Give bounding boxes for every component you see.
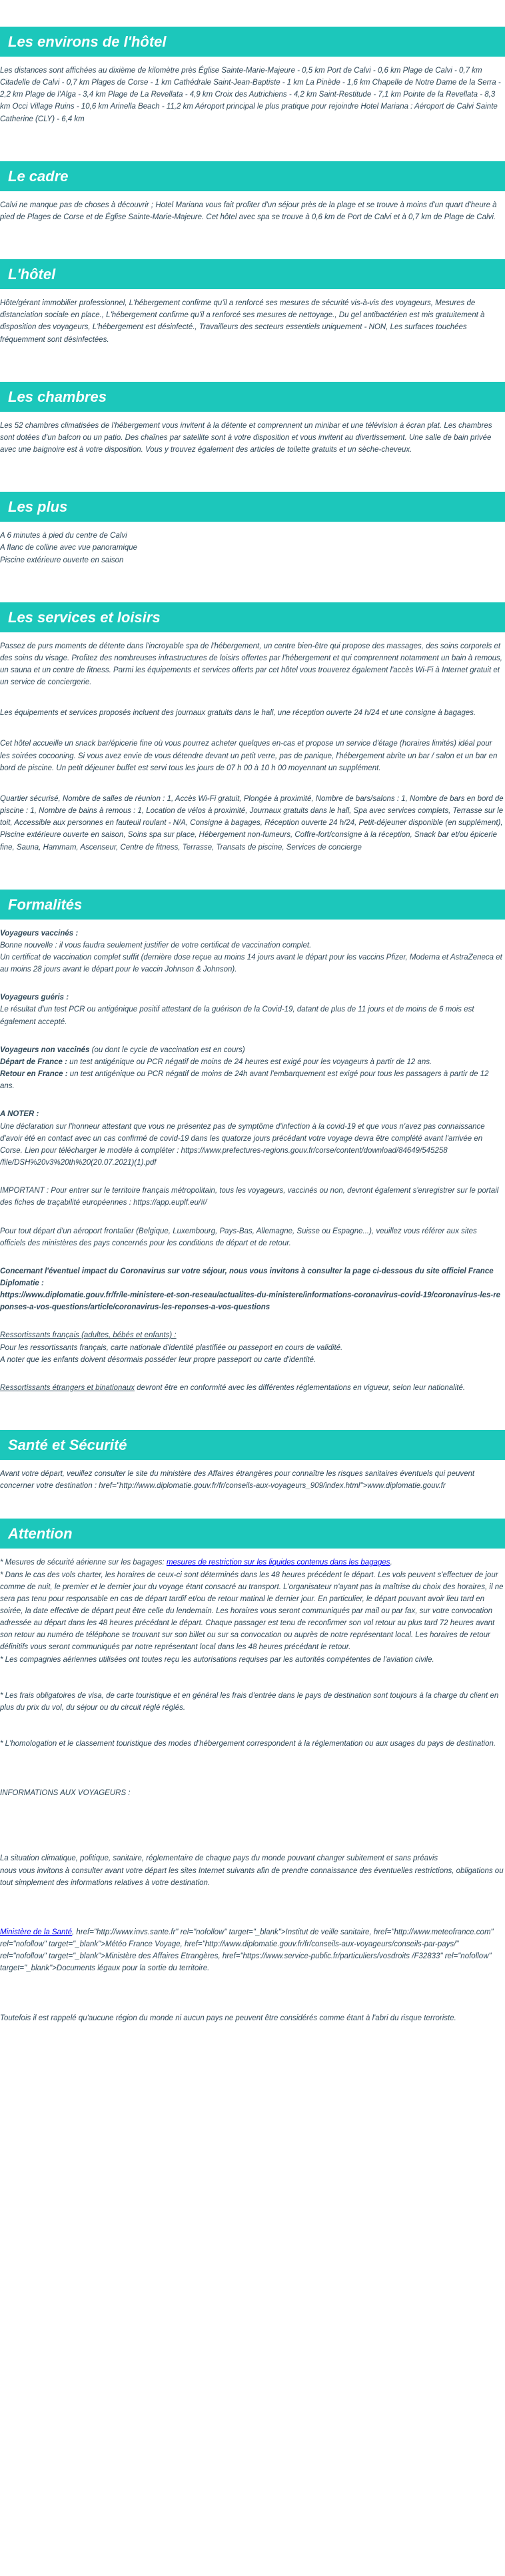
section-environs bbox=[0, 27, 505, 125]
section-title: Les plus bbox=[0, 492, 505, 522]
ressortissants-etrangers bbox=[0, 1382, 505, 1394]
bagages-prefix: * Mesures de sécurité aérienne sur les bagages: bbox=[0, 1559, 167, 1567]
section-title: Attention bbox=[0, 1519, 505, 1549]
bagages-link[interactable]: mesures de restriction sur les liquides contenus dans les bagages bbox=[166, 1559, 390, 1567]
toutefois-note: Toutefois il est rappelé qu'aucune région du monde ni aucun pays ne peuvent être considérés comme étant à l'abri du risque terroriste. bbox=[0, 2014, 456, 2022]
section-chambres bbox=[0, 382, 505, 456]
paragraph: Cet hôtel accueille un snack bar/épicerie fine où vous pourrez acheter quelques en-cas et propose un service d'étage (horaires limités) idéal pour les soirées cocooning. Si vous avez envie de vous détendre devant un petit verre, pas de panique, l'hébergement abrite un bar / salon et un bar en bord de piscine. Un petit déjeuner buffet est servi tous les jours de 07 h 00 à 10 h 00 moyennant un supplément. bbox=[0, 740, 498, 772]
ressortissants-fr-title: Ressortissants français (adultes, bébés et enfants) : bbox=[0, 1331, 177, 1340]
list-item: Piscine extérieure ouverte en saison bbox=[0, 556, 124, 564]
section-title: L'hôtel bbox=[0, 259, 505, 289]
paragraph: Calvi ne manque pas de choses à découvrir ; Hotel Mariana vous fait profiter d'un séjour près de la plage et se trouve à moins d'un quart d'heure à pied de Plages de Corse et de Église Sainte-Marie-Majeure. Cet hôtel avec spa se trouve à 0,6 km de Port de Calvi et à 0,7 km de Plage de Calvi. bbox=[0, 201, 497, 221]
retour-text: un test antigénique ou PCR négatif de moins de 24h avant l'embarquement est exigé pour tous les passagers à partir de 12 ans. bbox=[0, 1070, 489, 1091]
section-title: Le cadre bbox=[0, 161, 505, 191]
homologation-note: * L'homologation et le classement touristique des modes d'hébergement correspondent à la réglementation ou aux usages du pays de destination. bbox=[0, 1740, 496, 1748]
paragraph: Les équipements et services proposés incluent des journaux gratuits dans le hall, une réception ouverte 24 h/24 et une consigne à bagages. bbox=[0, 709, 476, 718]
diplomatie-url[interactable]: https://www.diplomatie.gouv.fr/fr/le-ministere-et-son-reseau/actualites-du-ministere/informations-coronavirus-covid-19/coronavirus-les-reponses-a-vos-questions/article/coronavirus-les-reponses-a-vos-questions bbox=[0, 1291, 501, 1312]
retour-label: Retour en France : bbox=[0, 1070, 68, 1079]
paragraph: Une déclaration sur l'honneur attestant que vous ne présentez pas de symptôme d'infection à la covid-19 et que vous n'avez pas connaissance d'avoir été en contact avec un cas confirmé de covid-19 dans les quatorze jours précédant votre voyage devra être complété avant l'arrivée en Corse. Lien pour télécharger le modèle à compléter : https://www.prefectures-regions.gouv.fr/corse/content/download/84649/545258 /file/DSH%20v3%20th%20(20.07.2021)(1).pdf bbox=[0, 1122, 485, 1167]
section-services bbox=[0, 602, 505, 854]
ressortissants-etr-text: devront être en conformité avec les différentes réglementations en vigueur, selon leur nationalité. bbox=[135, 1383, 466, 1392]
list-item: A 6 minutes à pied du centre de Calvi bbox=[0, 532, 127, 540]
section-title: Formalités bbox=[0, 890, 505, 920]
retour-france bbox=[0, 1068, 505, 1092]
paragraph: Avant votre départ, veuillez consulter le site du ministère des Affaires étrangères pour connaître les risques sanitaires éventuels qui peuvent concerner votre destination : href="http://www.diplomatie.gouv.fr/fr/conseils-aux-voyageurs_909/index.html">www.diplomatie.gouv.fr bbox=[0, 1470, 475, 1491]
section-plus bbox=[0, 492, 505, 566]
section-title: Les chambres bbox=[0, 382, 505, 412]
bagages-note: * Mesures de sécurité aérienne sur les bagages: mesures de restriction sur les liquides contenus dans les bagages. bbox=[0, 1559, 392, 1567]
paragraph: Le résultat d'un test PCR ou antigénique positif attestant de la guérison de la Covid-19, datant de plus de 11 jours et de moins de 6 mois est également accepté. bbox=[0, 1005, 474, 1026]
heading-non-vaccines-label: Voyageurs non vaccinés bbox=[0, 1045, 90, 1054]
section-hotel bbox=[0, 259, 505, 346]
section-attention bbox=[0, 1519, 505, 2024]
ministere-sante-link[interactable]: Ministère de la Santé bbox=[0, 1928, 73, 1936]
ministere-links bbox=[0, 1926, 505, 1975]
list-item: A flanc de colline avec vue panoramique bbox=[0, 544, 138, 552]
section-title: Les services et loisirs bbox=[0, 602, 505, 632]
heading-non-vaccines-suffix: (ou dont le cycle de vaccination est en cours) bbox=[89, 1045, 245, 1054]
paragraph: Bonne nouvelle : il vous faudra seulement justifier de votre certificat de vaccination complet. Un certificat de vaccination complet suffit (dernière dose reçue au moins 14 jours avant le départ pour les vaccins Pfizer, Moderna et AstraZeneca et au moins 28 jours avant le départ pour le vaccin Johnson & Johnson). bbox=[0, 941, 502, 974]
important-note: IMPORTANT : Pour entrer sur le territoire français métropolitain, tous les voyageurs, vaccinés ou non, devront également s'enregistrer sur le portail des fiches de traçabilité européennes : https://app.euplf.eu/#/ bbox=[0, 1187, 499, 1207]
paragraph: Les 52 chambres climatisées de l'hébergement vous invitent à la détente et comprennent un minibar et une télévision à écran plat. Les chambres sont dotées d'un balcon ou un patio. Des chaînes par satellite sont à votre disposition et vous invitent au divertissement. Une salle de bain privée avec une baignoire est à votre disposition. Vous y trouvez également des articles de toilette gratuits et un sèche-cheveux. bbox=[0, 421, 492, 454]
paragraph: Les distances sont affichées au dixième de kilomètre près Église Sainte-Marie-Majeure - 0,5 km Port de Calvi - 0,6 km Plage de Calvi - 0,7 km Citadelle de Calvi - 0,7 km Plages de Corse - 1 km Cathédrale Saint-Jean-Baptiste - 1 km La Pinède - 1,6 km Chapelle de Notre Dame de la Serra - 2,2 km Plage de l'Alga - 3,4 km Plage de La Revellata - 4,9 km Croix des Autrichiens - 4,2 km Saint-Restitude - 7,1 km Pointe de la Revellata - 8,3 km Occi Village Ruins - 10,6 km Arinella Beach - 11,2 km Aéroport principal le plus pratique pour rejoindre Hotel Mariana : Aéroport de Calvi Sainte Catherine (CLY) - 6,4 km bbox=[0, 67, 501, 123]
paragraph: Passez de purs moments de détente dans l'incroyable spa de l'hébergement, un centre bien-être qui propose des massages, des soins corporels et des soins du visage. Profitez des nombreuses infrastructures de loisirs offertes par l'hébergement et qui comprennent notamment un bain à remous, un sauna et un centre de fitness. Parmi les équipements et services offerts par cet hôtel vous trouverez également l'accès Wi-Fi à Internet gratuit et un service de conciergerie. bbox=[0, 642, 502, 687]
section-formalites bbox=[0, 890, 505, 1394]
situation-note: La situation climatique, politique, sanitaire, réglementaire de chaque pays du monde pouvant changer subitement et sans préavis nous vous invitons à consulter avant votre départ les sites Internet suivants afin de prendre connaissance des éventuelles restrictions, obligations ou tout simplement des informations relatives à votre destination. bbox=[0, 1854, 504, 1887]
heading-non-vaccines bbox=[0, 1044, 505, 1056]
ressortissants-etr-title: Ressortissants étrangers et binationaux bbox=[0, 1383, 135, 1392]
heading-a-noter: A NOTER : bbox=[0, 1110, 39, 1119]
ressortissants-fr-text: Pour les ressortissants français, carte nationale d'identité plastifiée ou passeport en cours de validité. A noter que les enfants doivent désormais posséder leur propre passeport ou carte d'identité. bbox=[0, 1343, 343, 1364]
depart-text: un test antigénique ou PCR négatif de moins de 24 heures est exigé pour les voyageurs à partir de 12 ans. bbox=[67, 1057, 432, 1066]
heading-gueris: Voyageurs guéris : bbox=[0, 993, 69, 1002]
coronavirus-note: Concernant l'éventuel impact du Coronavirus sur votre séjour, nous vous invitons à consulter la page ci-dessous du site officiel France Diplomatie : bbox=[0, 1267, 494, 1287]
paragraph: Quartier sécurisé, Nombre de salles de réunion : 1, Accès Wi-Fi gratuit, Plongée à proximité, Nombre de bars/salons : 1, Nombre de bars en bord de piscine : 1, Nombre de bains à remous : 1, Location de vélos à proximité, Journaux gratuits dans le hall, Spa avec services complets, Terrasse sur le toit, Accessible aux personnes en fauteuil roulant - N/A, Consigne à bagages, Réception ouverte 24 h/24, Petit-déjeuner disponible (en supplément), Piscine extérieure ouverte en saison, Soins spa sur place, Hébergement non-fumeurs, Coffre-fort/consigne à la réception, Snack bar et/ou épicerie fine, Sauna, Hammam, Ascenseur, Centre de fitness, Terrasse, Transats de piscine, Services de concierge bbox=[0, 794, 504, 852]
depart-etranger: Pour tout départ d'un aéroport frontalier (Belgique, Luxembourg, Pays-Bas, Allemagne, Suisse ou Espagne...), veuillez vous référer aux sites officiels des ministères des pays concernés pour les conditions de départ et de retour. bbox=[0, 1227, 477, 1247]
section-cadre bbox=[0, 161, 505, 223]
frais-note: * Les frais obligatoires de visa, de carte touristique et en général les frais d'entrée dans le pays de destination sont toujours à la charge du client en plus du prix du vol, du séjour ou du circuit réglé réglés. bbox=[0, 1691, 499, 1712]
info-voyageurs-heading: INFORMATIONS AUX VOYAGEURS : bbox=[0, 1789, 131, 1798]
section-title: Santé et Sécurité bbox=[0, 1430, 505, 1460]
section-sante bbox=[0, 1430, 505, 1492]
depart-label: Départ de France : bbox=[0, 1057, 67, 1066]
depart-france bbox=[0, 1056, 505, 1068]
section-title: Les environs de l'hôtel bbox=[0, 27, 505, 57]
ministere-rest: , href="http://www.invs.sante.fr" rel="nofollow" target="_blank">Institut de veille sanitaire, href="http://www.meteofrance.com" rel="nofollow" target="_blank">Météo France Voyage, href="http://www.diplomatie.gouv.fr/fr/conseils-aux-voyageurs/conseils-par-pays/" rel="nofollow" target="_blank">Ministère des Affaires Etrangères, href="https://www.service-public.fr/particuliers/vosdroits /F32833" rel="nofollow" target="_blank">Documents légaux pour la sortie du territoire. bbox=[0, 1928, 494, 1973]
page bbox=[0, 27, 505, 2024]
horaires-note: * Dans le cas des vols charter, les horaires de ceux-ci sont déterminés dans les 48 heures précédent le départ. Les vols peuvent s'effectuer de jour comme de nuit, le premier et le dernier jour du voyage étant consacré au transport. L'organisateur n'ayant pas la maîtrise du choix des horaires, il ne sera pas tenu pour responsable en cas de départ tardif et/ou de retour matinal le dernier jour. En particulier, le départ pouvant avoir lieu tard en soirée, la date effective de départ peut être celle du lendemain. Les horaires vous seront communiqués par mail ou par fax, sur votre convocation adressée au départ dans les 48 heures précédant le départ. Chaque passager est tenu de reconfirmer son vol retour au plus tard 72 heures avant son retour au numéro de téléphone se trouvant sur son billet ou sur sa convocation ou auprès de notre représentant local. Les horaires de retour définitifs vous seront communiqués par notre représentant local dans les 48 heures précédant le retour. * Les compagnies aériennes utilisées ont toutes reçu les autorisations requises par les autorités compétentes de l'aviation civile. bbox=[0, 1571, 504, 1664]
paragraph: Hôte/gérant immobilier professionnel, L'hébergement confirme qu'il a renforcé ses mesures de sécurité vis-à-vis des voyageurs, Mesures de distanciation sociale en place., L'hébergement confirme qu'il a renforcé ses mesures de nettoyage., Du gel antibactérien est mis gratuitement à disposition des voyageurs, L'hébergement est désinfecté., Travailleurs des secteurs essentiels uniquement - NON, Les surfaces touchées fréquemment sont désinfectées. bbox=[0, 299, 485, 344]
heading-vaccines: Voyageurs vaccinés : bbox=[0, 929, 79, 938]
